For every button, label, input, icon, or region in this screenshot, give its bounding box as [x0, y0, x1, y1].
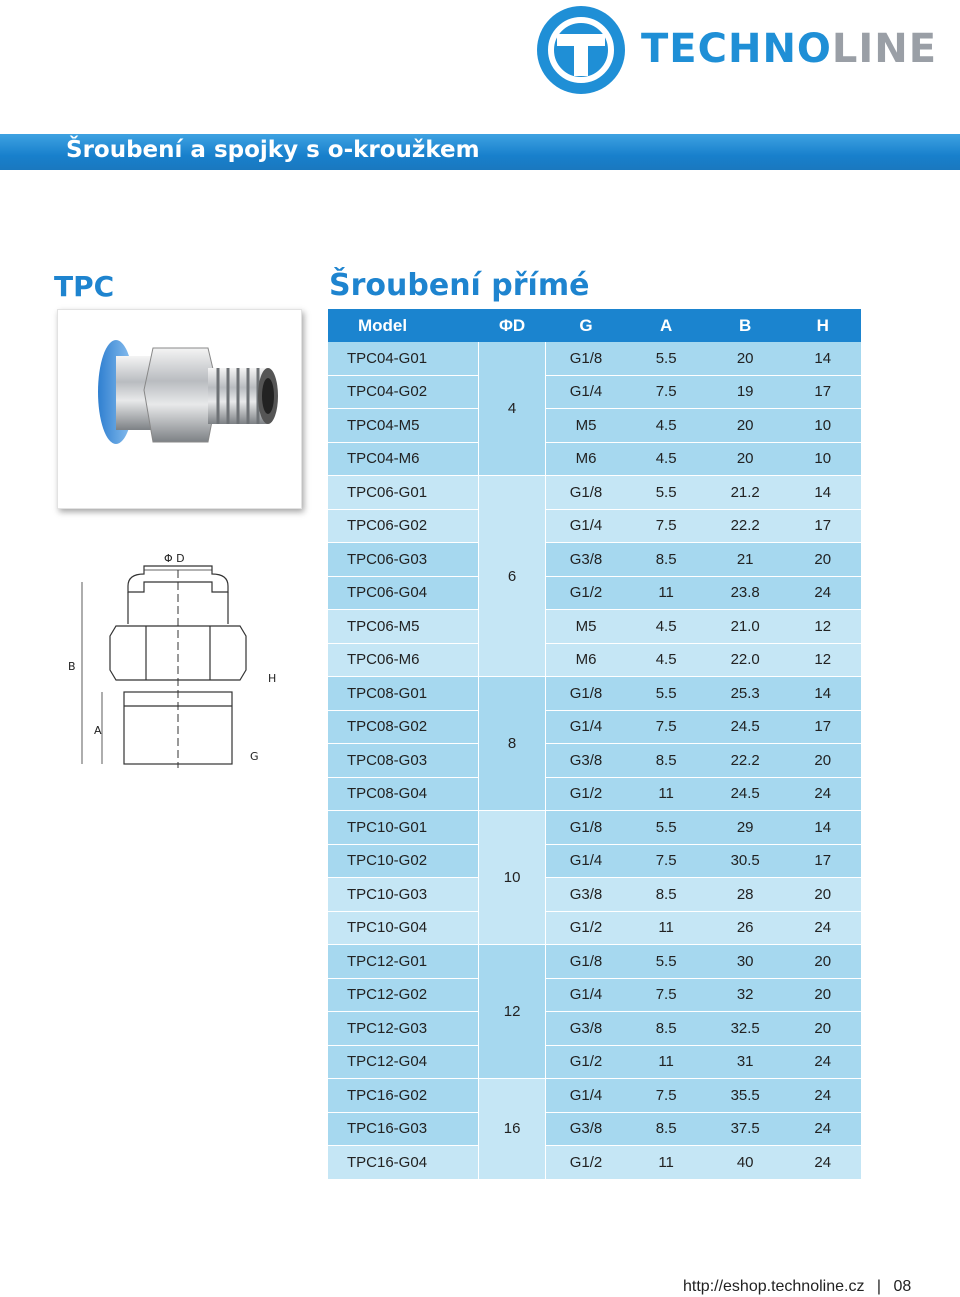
cell-model: TPC08-G01: [328, 677, 478, 711]
table-row: [328, 778, 861, 812]
cell-h: 14: [784, 476, 861, 510]
cell-b: 32.5: [706, 1012, 784, 1046]
cell-b: 40: [706, 1146, 784, 1180]
cell-h: 17: [784, 510, 861, 544]
cell-a: 7.5: [626, 979, 706, 1013]
drawing-label-b: B: [68, 660, 76, 673]
cell-g: M6: [546, 443, 627, 477]
cell-h: 20: [784, 979, 861, 1013]
cell-a: 11: [626, 1046, 706, 1080]
cell-b: 31: [706, 1046, 784, 1080]
cell-h: 10: [784, 443, 861, 477]
cell-g: G3/8: [546, 1012, 627, 1046]
table-header-row: [328, 309, 861, 342]
cell-h: 24: [784, 577, 861, 611]
cell-a: 11: [626, 577, 706, 611]
cell-diameter: 10: [478, 811, 545, 945]
cell-b: 35.5: [706, 1079, 784, 1113]
cell-model: TPC06-M5: [328, 610, 478, 644]
cell-a: 7.5: [626, 845, 706, 879]
table-row: [328, 510, 861, 544]
table-row: [328, 443, 861, 477]
cell-h: 20: [784, 945, 861, 979]
cell-g: G1/2: [546, 778, 627, 812]
fitting-image: [58, 310, 301, 508]
cell-b: 37.5: [706, 1113, 784, 1147]
table-row: [328, 1146, 861, 1180]
cell-g: G3/8: [546, 1113, 627, 1147]
footer-url[interactable]: http://eshop.technoline.cz: [683, 1278, 865, 1295]
cell-h: 17: [784, 376, 861, 410]
cell-diameter: 12: [478, 945, 545, 1079]
drawing-label-a: A: [94, 724, 102, 737]
cell-model: TPC06-G02: [328, 510, 478, 544]
cell-h: 24: [784, 1146, 861, 1180]
cell-h: 14: [784, 677, 861, 711]
cell-h: 24: [784, 1079, 861, 1113]
cell-model: TPC10-G01: [328, 811, 478, 845]
table-row: [328, 945, 861, 979]
cell-diameter: 4: [478, 342, 545, 476]
logo-text-techno: TECHNO: [641, 26, 832, 72]
footer-separator: |: [876, 1278, 882, 1295]
cell-h: 12: [784, 644, 861, 678]
cell-model: TPC12-G03: [328, 1012, 478, 1046]
cell-h: 20: [784, 878, 861, 912]
table-row: [328, 342, 861, 376]
dimension-drawing: [64, 542, 304, 772]
cell-g: G1/8: [546, 476, 627, 510]
cell-b: 23.8: [706, 577, 784, 611]
cell-a: 8.5: [626, 878, 706, 912]
cell-a: 5.5: [626, 945, 706, 979]
table-row: [328, 811, 861, 845]
cell-model: TPC10-G04: [328, 912, 478, 946]
cell-g: M5: [546, 610, 627, 644]
col-header-a: A: [626, 309, 706, 342]
product-title: Šroubení přímé: [329, 268, 590, 303]
logo-text-line: LINE: [831, 26, 938, 72]
table-row: [328, 677, 861, 711]
cell-b: 28: [706, 878, 784, 912]
cell-g: M6: [546, 644, 627, 678]
cell-model: TPC16-G03: [328, 1113, 478, 1147]
cell-model: TPC04-M5: [328, 409, 478, 443]
cell-model: TPC06-G01: [328, 476, 478, 510]
cell-a: 5.5: [626, 342, 706, 376]
table-row: [328, 1113, 861, 1147]
cell-model: TPC16-G02: [328, 1079, 478, 1113]
table-row: [328, 878, 861, 912]
cell-model: TPC10-G03: [328, 878, 478, 912]
cell-model: TPC08-G04: [328, 778, 478, 812]
cell-a: 4.5: [626, 644, 706, 678]
cell-a: 4.5: [626, 443, 706, 477]
cell-g: G1/2: [546, 912, 627, 946]
cell-model: TPC08-G02: [328, 711, 478, 745]
cell-g: G1/8: [546, 811, 627, 845]
cell-a: 5.5: [626, 677, 706, 711]
drawing-label-d: Φ D: [164, 552, 185, 565]
cell-a: 4.5: [626, 610, 706, 644]
cell-model: TPC04-M6: [328, 443, 478, 477]
cell-diameter: 16: [478, 1079, 545, 1180]
cell-model: TPC04-G01: [328, 342, 478, 376]
table-row: [328, 577, 861, 611]
cell-b: 32: [706, 979, 784, 1013]
cell-b: 30: [706, 945, 784, 979]
col-header-h: H: [784, 309, 861, 342]
cell-g: G1/4: [546, 845, 627, 879]
cell-h: 17: [784, 711, 861, 745]
cell-g: G1/2: [546, 1046, 627, 1080]
cell-b: 20: [706, 409, 784, 443]
table-row: [328, 845, 861, 879]
col-header-model: Model: [328, 309, 478, 342]
cell-model: TPC08-G03: [328, 744, 478, 778]
technoline-logo: [537, 4, 938, 96]
cell-g: G1/4: [546, 376, 627, 410]
cell-model: TPC16-G04: [328, 1146, 478, 1180]
product-photo: [57, 309, 302, 509]
cell-model: TPC10-G02: [328, 845, 478, 879]
cell-h: 20: [784, 543, 861, 577]
col-header-d: ΦD: [478, 309, 545, 342]
table-row: [328, 1012, 861, 1046]
cell-h: 24: [784, 778, 861, 812]
cell-b: 20: [706, 342, 784, 376]
cell-g: G3/8: [546, 744, 627, 778]
cell-model: TPC12-G04: [328, 1046, 478, 1080]
table-row: [328, 543, 861, 577]
table-row: [328, 1046, 861, 1080]
cell-h: 20: [784, 744, 861, 778]
cell-diameter: 6: [478, 476, 545, 677]
cell-g: G3/8: [546, 878, 627, 912]
cell-b: 21.2: [706, 476, 784, 510]
cell-a: 8.5: [626, 744, 706, 778]
cell-g: G1/2: [546, 577, 627, 611]
table-row: [328, 912, 861, 946]
cell-model: TPC06-G03: [328, 543, 478, 577]
banner-title: Šroubení a spojky s o-kroužkem: [66, 137, 480, 163]
cell-g: G3/8: [546, 543, 627, 577]
cell-h: 24: [784, 912, 861, 946]
cell-a: 5.5: [626, 476, 706, 510]
cell-a: 11: [626, 1146, 706, 1180]
table-row: [328, 979, 861, 1013]
cell-a: 11: [626, 778, 706, 812]
table-row: [328, 644, 861, 678]
table-row: [328, 376, 861, 410]
drawing-label-h: H: [268, 672, 277, 685]
table-row: [328, 476, 861, 510]
cell-b: 22.0: [706, 644, 784, 678]
cell-g: G1/4: [546, 1079, 627, 1113]
cell-g: M5: [546, 409, 627, 443]
cell-g: G1/8: [546, 342, 627, 376]
cell-b: 29: [706, 811, 784, 845]
cell-h: 10: [784, 409, 861, 443]
cell-g: G1/4: [546, 711, 627, 745]
cell-b: 26: [706, 912, 784, 946]
category-banner: [0, 134, 960, 170]
page-number: 08: [893, 1278, 912, 1295]
cell-b: 21: [706, 543, 784, 577]
cell-b: 24.5: [706, 778, 784, 812]
cell-a: 8.5: [626, 1012, 706, 1046]
cell-model: TPC12-G02: [328, 979, 478, 1013]
logo-mark-icon: [537, 6, 625, 94]
cell-b: 30.5: [706, 845, 784, 879]
cell-model: TPC06-G04: [328, 577, 478, 611]
cell-b: 25.3: [706, 677, 784, 711]
cell-h: 24: [784, 1113, 861, 1147]
cell-b: 19: [706, 376, 784, 410]
table-row: [328, 409, 861, 443]
product-code: TPC: [54, 270, 115, 303]
cell-a: 7.5: [626, 376, 706, 410]
cell-h: 20: [784, 1012, 861, 1046]
spec-table: [328, 309, 861, 1180]
cell-h: 12: [784, 610, 861, 644]
cell-g: G1/2: [546, 1146, 627, 1180]
table-row: [328, 711, 861, 745]
cell-g: G1/8: [546, 677, 627, 711]
page-footer: [683, 1278, 911, 1296]
cell-b: 24.5: [706, 711, 784, 745]
cell-a: 7.5: [626, 711, 706, 745]
table-row: [328, 1079, 861, 1113]
cell-a: 11: [626, 912, 706, 946]
cell-g: G1/4: [546, 510, 627, 544]
cell-b: 21.0: [706, 610, 784, 644]
table-row: [328, 610, 861, 644]
cell-h: 24: [784, 1046, 861, 1080]
cell-a: 7.5: [626, 510, 706, 544]
cell-model: TPC12-G01: [328, 945, 478, 979]
cell-a: 8.5: [626, 543, 706, 577]
cell-b: 22.2: [706, 744, 784, 778]
cell-h: 14: [784, 811, 861, 845]
cell-a: 7.5: [626, 1079, 706, 1113]
cell-b: 20: [706, 443, 784, 477]
cell-model: TPC06-M6: [328, 644, 478, 678]
col-header-g: G: [546, 309, 627, 342]
cell-a: 5.5: [626, 811, 706, 845]
cell-h: 17: [784, 845, 861, 879]
drawing-label-g: G: [250, 750, 259, 763]
cell-g: G1/8: [546, 945, 627, 979]
table-row: [328, 744, 861, 778]
cell-g: G1/4: [546, 979, 627, 1013]
cell-a: 8.5: [626, 1113, 706, 1147]
col-header-b: B: [706, 309, 784, 342]
cell-a: 4.5: [626, 409, 706, 443]
logo-wordmark: [641, 26, 937, 72]
cell-diameter: 8: [478, 677, 545, 811]
cell-h: 14: [784, 342, 861, 376]
cell-model: TPC04-G02: [328, 376, 478, 410]
cell-b: 22.2: [706, 510, 784, 544]
